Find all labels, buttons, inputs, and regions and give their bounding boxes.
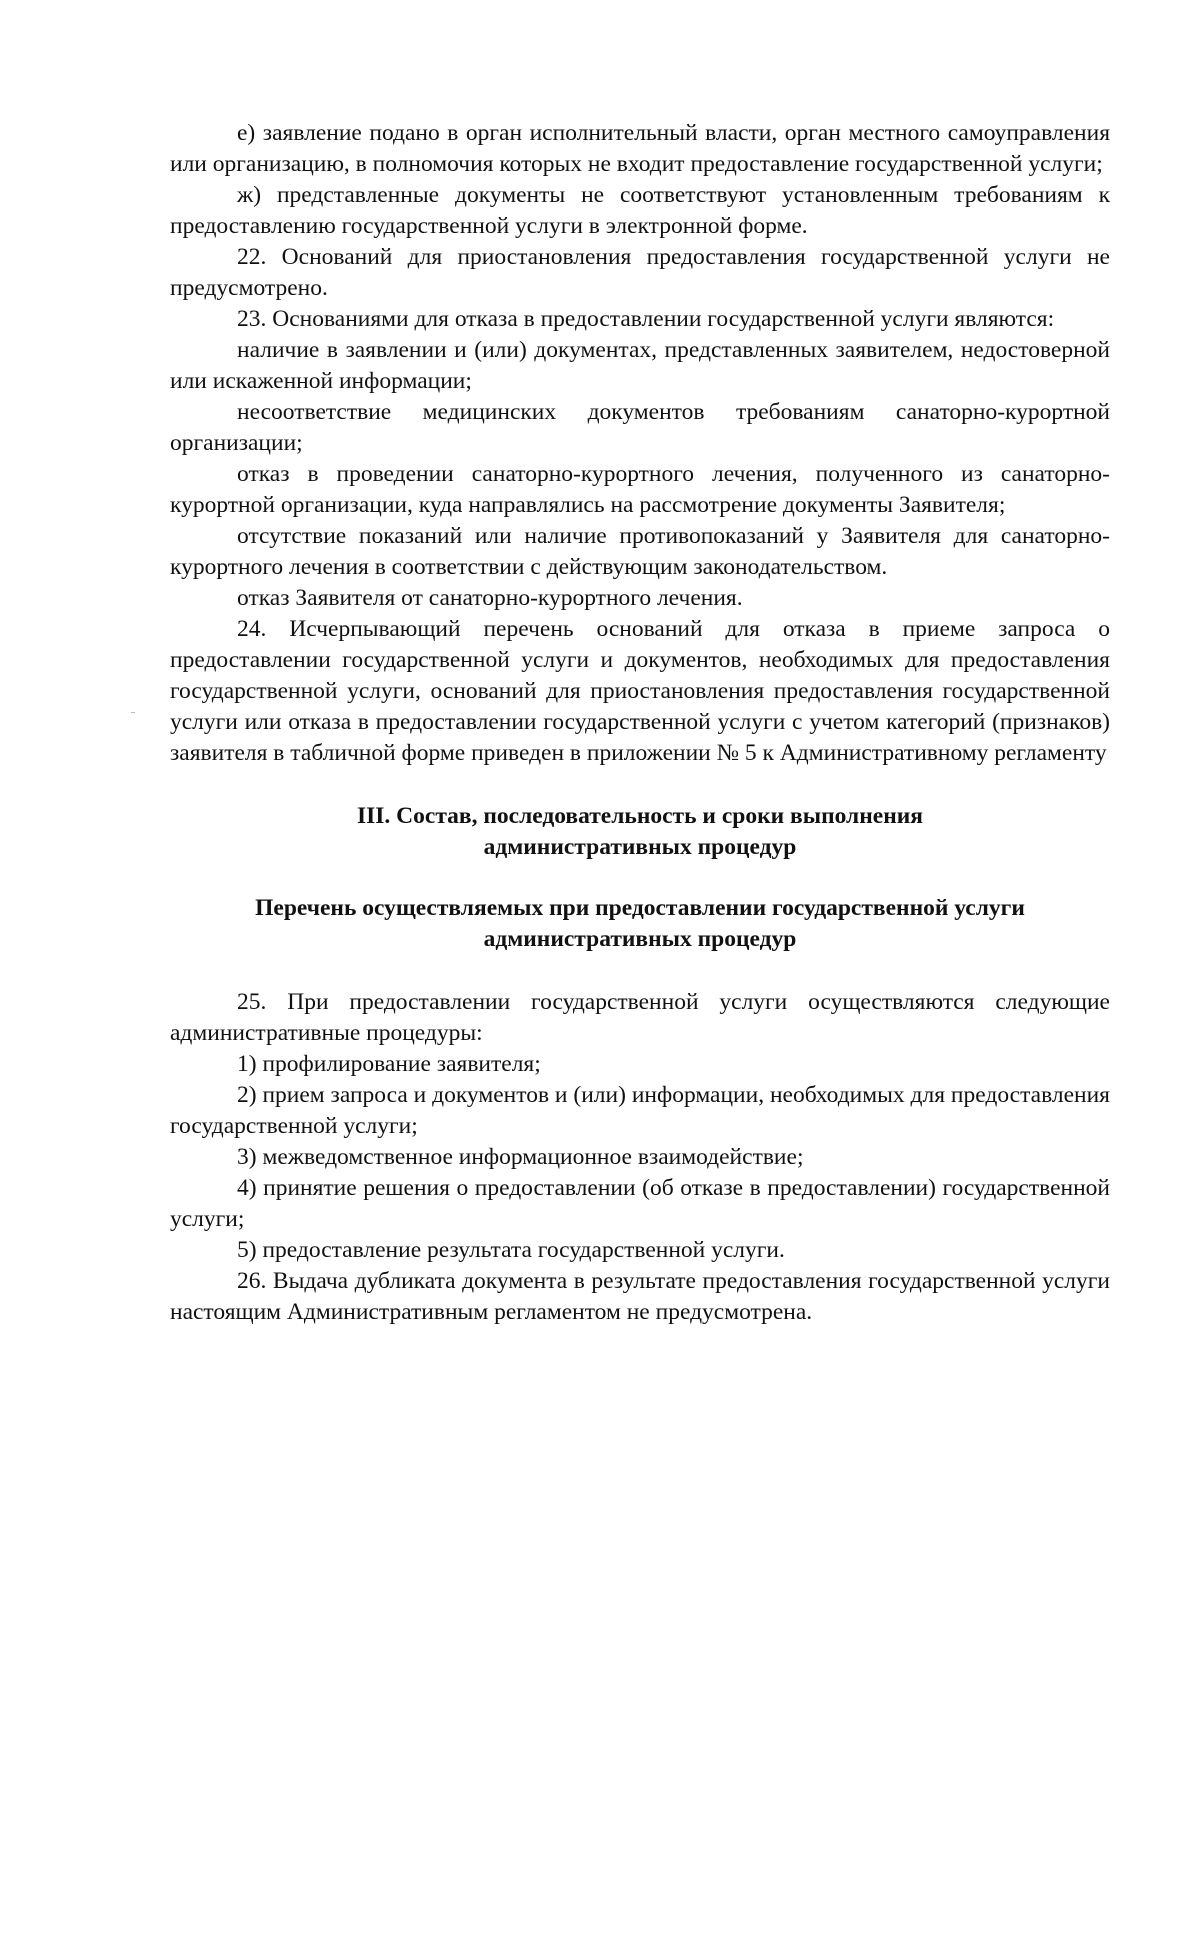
procedure-item-2: 2) прием запроса и документов и (или) информации, необходимых для предоставления государственной услуги; — [170, 1082, 1110, 1139]
paragraph-item-zh: ж) представленные документы не соответствуют установленным требованиям к предоставлению государственной услуги в электронной форме. — [170, 182, 1110, 239]
paragraph-22: 22. Оснований для приостановления предоставления государственной услуги не предусмотрено. — [170, 244, 1110, 301]
procedure-item-1: 1) профилирование заявителя; — [237, 1051, 541, 1077]
paragraph-item-e: е) заявление подано в орган исполнительный власти, орган местного самоуправления или организацию, в полномочия которых не входит предоставление государственной услуги; — [170, 120, 1110, 177]
paragraph-23-reason-3: отказ в проведении санаторно-курортного лечения, полученного из санаторно-курортной организации, куда направлялись на рассмотрение документы Заявителя; — [170, 461, 1110, 518]
section-heading-line-2: административных процедур — [483, 834, 797, 860]
paragraph-25: 25. При предоставлении государственной услуги осуществляются следующие административные процедуры: — [170, 989, 1110, 1046]
subsection-heading — [170, 893, 1110, 955]
paragraph-24: 24. Исчерпывающий перечень оснований для отказа в приеме запроса о предоставлении государственной услуги и документов, необходимых для предоставления государственной услуги, оснований для приостановления предоставления государственной услуги или отказа в предоставлении государственной услуги с учетом категорий (признаков) заявителя в табличной форме приведен в приложении № 5 к Административному регламенту — [170, 616, 1110, 766]
section-heading-line-1: III. Состав, последовательность и сроки выполнения — [356, 803, 923, 829]
procedure-item-4: 4) принятие решения о предоставлении (об отказе в предоставлении) государственной услуги; — [170, 1175, 1110, 1232]
paragraph-23-reason-2: несоответствие медицинских документов требованиям санаторно-курортной организации; — [170, 399, 1110, 456]
paragraph-23-reason-5: отказ Заявителя от санаторно-курортного лечения. — [237, 585, 743, 611]
paragraph-23: 23. Основаниями для отказа в предоставлении государственной услуги являются: — [237, 306, 1055, 332]
paragraph-26: 26. Выдача дубликата документа в результате предоставления государственной услуги настоящим Административным регламентом не предусмотрена. — [170, 1268, 1110, 1325]
paragraph-23-reason-4: отсутствие показаний или наличие противопоказаний у Заявителя для санаторно-курортного лечения в соответствии с действующим законодательством. — [170, 523, 1110, 580]
procedure-item-3: 3) межведомственное информационное взаимодействие; — [237, 1144, 804, 1170]
subsection-heading-line-2: административных процедур — [483, 926, 797, 952]
paragraph-23-reason-1: наличие в заявлении и (или) документах, представленных заявителем, недостоверной или искаженной информации; — [170, 337, 1110, 394]
document-page — [170, 118, 1110, 1328]
scan-speck — [131, 712, 135, 713]
section-heading — [170, 801, 1110, 863]
subsection-heading-line-1: Перечень осуществляемых при предоставлении государственной услуги — [255, 895, 1025, 921]
procedure-item-5: 5) предоставление результата государственной услуги. — [237, 1237, 785, 1263]
